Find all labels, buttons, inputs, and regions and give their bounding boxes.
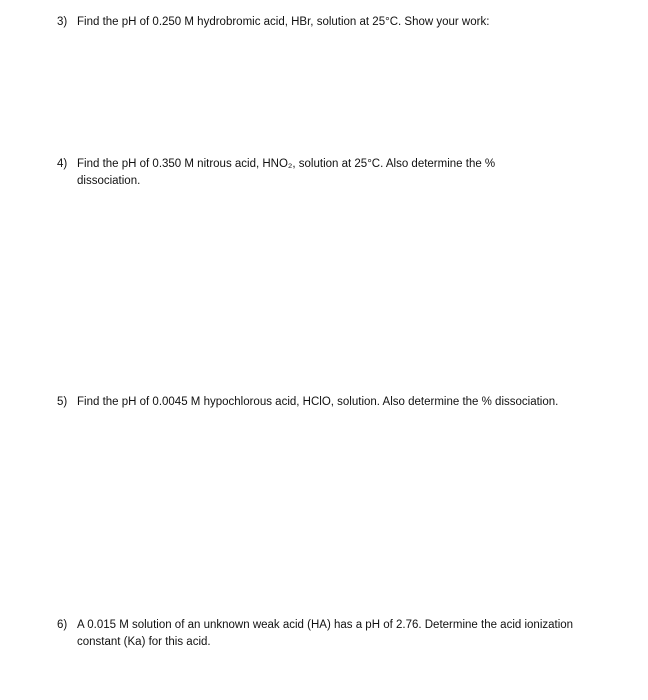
question-4 [57, 156, 557, 190]
question-text: Find the pH of 0.0045 M hypochlorous acid, HClO, solution. Also determine the % dissociation. [77, 396, 559, 408]
question-number: 5) [57, 396, 68, 408]
question-3 [57, 14, 637, 31]
question-5 [57, 394, 637, 411]
question-number: 6) [57, 619, 68, 631]
question-text: A 0.015 M solution of an unknown weak acid (HA) has a pH of 2.76. Determine the acid ionization constant (Ka) for this acid. [77, 619, 577, 648]
question-number: 3) [57, 16, 68, 28]
question-6 [57, 617, 582, 651]
question-number: 4) [57, 158, 68, 170]
question-text: Find the pH of 0.350 M nitrous acid, HNO₂, solution at 25°C. Also determine the % dissociation. [77, 158, 499, 187]
question-text: Find the pH of 0.250 M hydrobromic acid, HBr, solution at 25°C. Show your work: [77, 16, 490, 28]
